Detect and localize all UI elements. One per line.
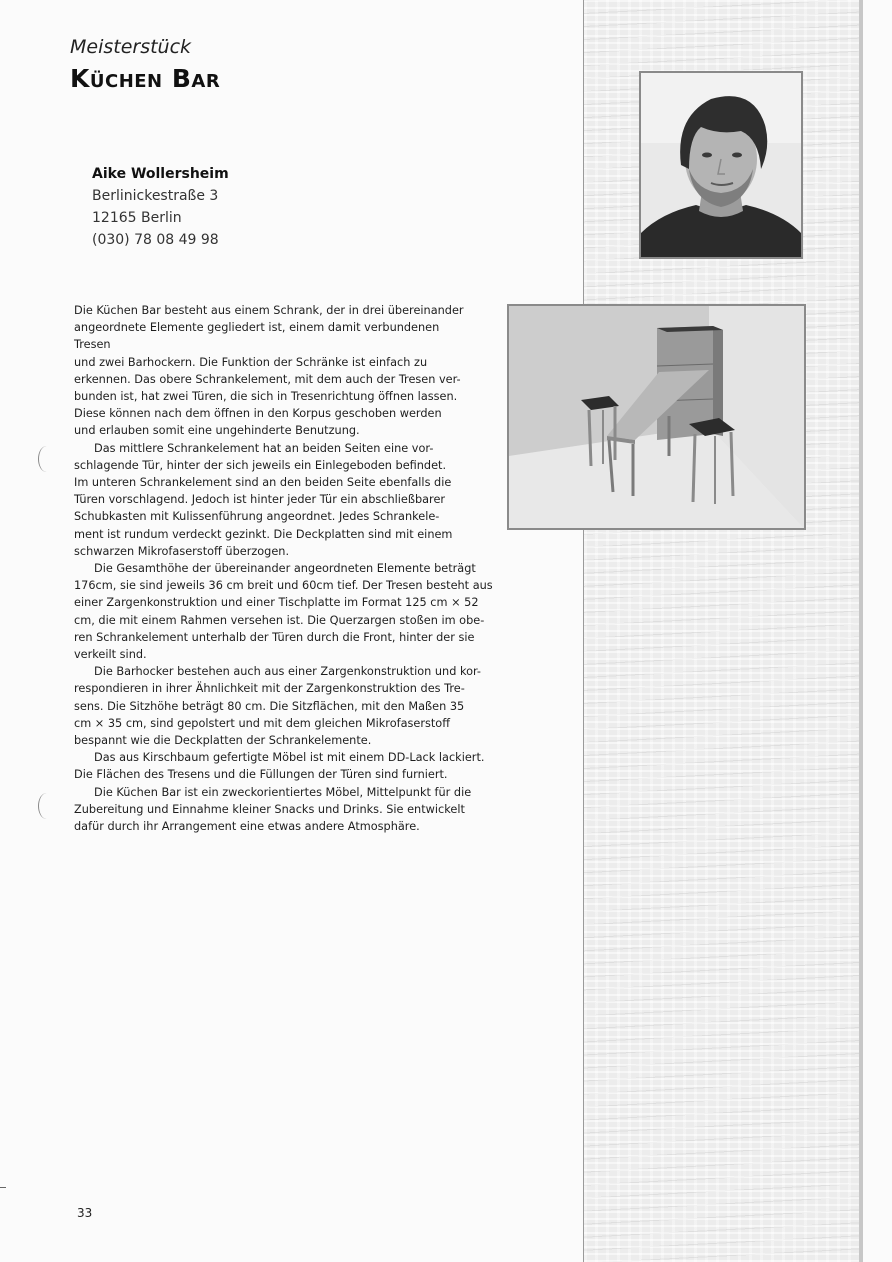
text-line: und zwei Barhockern. Die Funktion der Schränke ist einfach zu bbox=[74, 355, 428, 369]
text-line: Die Küchen Bar ist ein zweckorientiertes Möbel, Mittelpunkt für die bbox=[94, 785, 472, 799]
text-line: Tresen bbox=[74, 338, 111, 352]
portrait-illustration bbox=[641, 73, 801, 257]
punch-hole-mark bbox=[38, 446, 55, 472]
punch-hole-mark bbox=[38, 793, 55, 819]
text-line: Das mittlere Schrankelement hat an beiden Seiten eine vor- bbox=[94, 441, 434, 455]
address-phone: (030) 78 08 49 98 bbox=[92, 232, 219, 248]
kitchen-bar-render bbox=[509, 306, 804, 528]
text-line: Das aus Kirschbaum gefertigte Möbel ist mit einem DD-Lack lackiert. bbox=[94, 751, 485, 765]
text-line: Die Gesamthöhe der übereinander angeordneten Elemente beträgt bbox=[94, 562, 476, 576]
text-line: respondieren in ihrer Ähnlichkeit mit der Zargenkonstruktion des Tre- bbox=[74, 682, 465, 696]
text-line: Im unteren Schrankelement sind an den beiden Seite ebenfalls die bbox=[74, 476, 452, 490]
text-line: schlagende Tür, hinter der sich jeweils ein Einlegeboden befindet. bbox=[74, 458, 447, 472]
paragraph-4 bbox=[74, 663, 524, 749]
paragraph-2 bbox=[74, 440, 524, 560]
article-body bbox=[74, 302, 524, 835]
address-block bbox=[92, 163, 229, 251]
text-line: Die Flächen des Tresens und die Füllungen der Türen sind furniert. bbox=[74, 768, 448, 782]
text-line: sens. Die Sitzhöhe beträgt 80 cm. Die Sitzflächen, mit den Maßen 35 bbox=[74, 699, 465, 713]
text-line: bespannt wie die Deckplatten der Schrankelemente. bbox=[74, 734, 372, 748]
text-line: Zubereitung und Einnahme kleiner Snacks und Drinks. Sie entwickelt bbox=[74, 802, 465, 816]
text-line: 176cm, sie sind jeweils 36 cm breit und 60cm tief. Der Tresen besteht aus bbox=[74, 579, 493, 593]
page-title: Küchen Bar bbox=[70, 64, 221, 93]
header-subtitle: Meisterstück bbox=[70, 36, 192, 58]
page-number: 33 bbox=[77, 1206, 93, 1220]
text-line: verkeilt sind. bbox=[74, 648, 147, 662]
edge-mark bbox=[0, 1187, 6, 1188]
text-line: Türen vorschlagend. Jedoch ist hinter jeder Tür ein abschließbarer bbox=[74, 493, 446, 507]
text-line: Diese können nach dem öffnen in den Korpus geschoben werden bbox=[74, 407, 442, 421]
text-line: cm, die mit einem Rahmen versehen ist. Die Querzargen stoßen im obe- bbox=[74, 613, 485, 627]
text-line: dafür durch ihr Arrangement eine etwas andere Atmosphäre. bbox=[74, 820, 420, 834]
designer-name: Aike Wollersheim bbox=[92, 166, 229, 182]
text-line: Schubkasten mit Kulissenführung angeordnet. Jedes Schrankele- bbox=[74, 510, 440, 524]
text-line: einer Zargenkonstruktion und einer Tischplatte im Format 125 cm × 52 bbox=[74, 596, 479, 610]
text-line: schwarzen Mikrofaserstoff überzogen. bbox=[74, 544, 290, 558]
text-line: bunden ist, hat zwei Türen, die sich in Tresenrichtung öffnen lassen. bbox=[74, 390, 458, 404]
text-line: Die Küchen Bar besteht aus einem Schrank, der in drei übereinander bbox=[74, 304, 464, 317]
text-line: angeordnete Elemente gegliedert ist, einem damit verbundenen bbox=[74, 321, 440, 335]
paragraph-3 bbox=[74, 560, 524, 663]
text-line: und erlauben somit eine ungehinderte Benutzung. bbox=[74, 424, 360, 438]
address-street: Berlinickestraße 3 bbox=[92, 188, 219, 204]
text-line: ren Schrankelement unterhalb der Türen durch die Front, hinter der sie bbox=[74, 630, 475, 644]
paragraph-1 bbox=[74, 302, 524, 440]
portrait-photo bbox=[639, 71, 803, 259]
address-city: 12165 Berlin bbox=[92, 210, 182, 226]
paragraph-6 bbox=[74, 784, 524, 836]
paragraph-5 bbox=[74, 749, 524, 783]
text-line: erkennen. Das obere Schrankelement, mit dem auch der Tresen ver- bbox=[74, 372, 461, 386]
text-line: ment ist rundum verdeckt gezinkt. Die Deckplatten sind mit einem bbox=[74, 527, 453, 541]
text-line: cm × 35 cm, sind gepolstert und mit dem gleichen Mikrofaserstoff bbox=[74, 716, 451, 730]
text-line: Die Barhocker bestehen auch aus einer Zargenkonstruktion und kor- bbox=[94, 665, 482, 679]
kitchen-bar-photo bbox=[507, 304, 806, 530]
